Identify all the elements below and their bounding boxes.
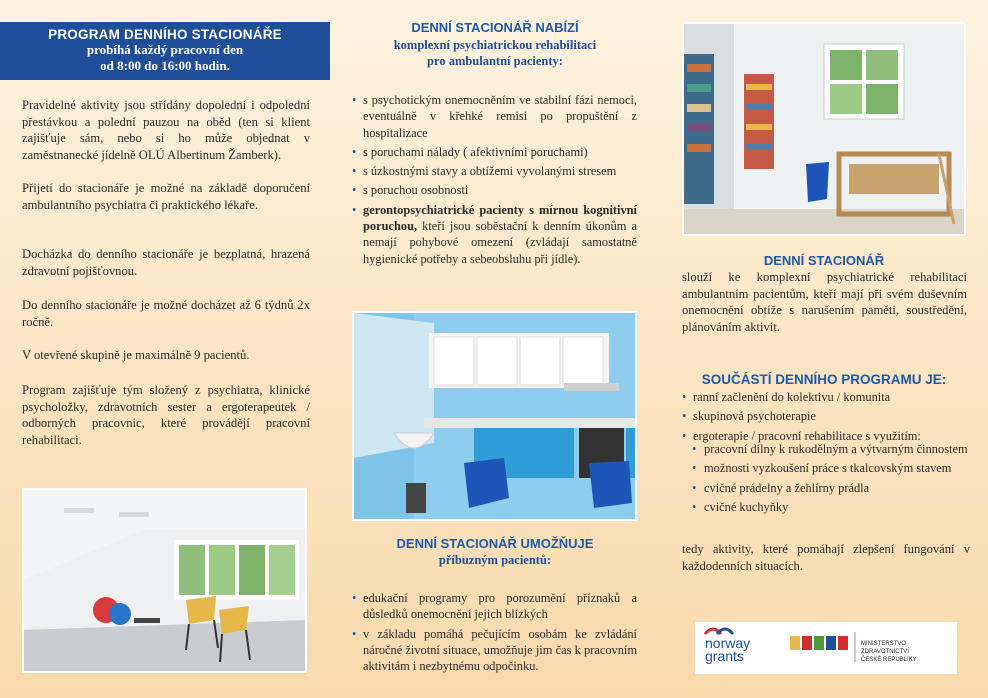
program-list — [682, 389, 972, 447]
left-column — [0, 0, 330, 698]
paragraph-activities: Pravidelné aktivity jsou střídány dopolední i odpolední přestávkou a polední pauzou na oběd (ten si klient zajišťuje sám, nebo si ho může objednat v zaměstnanecké jídelně OLÚ Albertinum Žamberk). — [22, 98, 310, 162]
list-item: • pracovní dílny k rukodělným a výtvarným činnostem — [682, 441, 972, 457]
list-item: • cvičné prádelny a žehlírny prádla — [682, 480, 972, 496]
list-item: • skupinová psychoterapie — [682, 408, 972, 424]
sponsor-logos — [695, 622, 957, 674]
enables-heading: DENNÍ STACIONÁŘ UMOŽŇUJE — [396, 536, 594, 551]
norway-logo-line2: grants — [705, 648, 744, 664]
list-item: • možnosti vyzkoušení práce s tkalcovským stavem — [682, 460, 972, 476]
paragraph-team: Program zajišťuje tým složený z psychiatra, klinické psycholožky, zdravotních sester a ergoterapeutek / odborných pracovnic, které provádějí pracovní rehabilitaci. — [22, 383, 310, 447]
stacionar-heading: DENNÍ STACIONÁŘ — [763, 253, 885, 268]
list-item: • ranní začlenění do kolektivu / komunita — [682, 389, 972, 405]
offers-heading: DENNÍ STACIONÁŘ NABÍZÍ — [411, 20, 579, 35]
list-item: • s poruchou osobnosti — [352, 182, 637, 198]
gym-room-photo — [22, 488, 307, 673]
middle-column — [330, 0, 660, 698]
program-closing: tedy aktivity, které pomáhají zlepšení fungování v každodenních situacích. — [682, 542, 970, 573]
paragraph-free: Docházka do denního stacionáře je bezplatná, hrazená zdravotní pojišťovnou. — [22, 247, 310, 278]
weaving-room-photo — [682, 22, 966, 236]
list-item: • s úzkostnými stavy a obtížemi vyvolanými stresem — [352, 163, 637, 179]
banner-line-3: od 8:00 do 16:00 hodin. — [100, 58, 230, 73]
ministry-logo-line1: MINISTERSTVO ZDRAVOTNICTVÍ — [861, 641, 909, 655]
list-item-rest: kteří jsou soběstační k denním úkonům a nemají pohybové omezení (zvládají samostatně hygienické potřeby a sebeobsluhu při jídle). — [363, 219, 637, 266]
banner-line-2: probíhá každý pracovní den — [86, 42, 244, 57]
banner-title: PROGRAM DENNÍHO STACIONÁŘE — [48, 27, 282, 42]
list-item — [352, 202, 637, 267]
list-item-bold: gerontopsychiatrické pacienty s mírnou kognitivní poruchou, — [363, 202, 637, 234]
paragraph-group: V otevřené skupině je maximálně 9 pacientů. — [22, 348, 250, 362]
offers-list — [352, 92, 637, 270]
list-item: • edukační programy pro porozumění příznaků a důsledků onemocnění jejich blízkých — [352, 590, 637, 623]
ministry-logo-line2: ČESKÉ REPUBLIKY — [861, 657, 917, 663]
kitchen-photo — [352, 311, 637, 521]
offers-sub-1: komplexní psychiatrickou rehabilitaci — [393, 38, 597, 52]
paragraph-duration: Do denního stacionáře je možné docházet až 6 týdnů 2x ročně. — [22, 298, 310, 329]
enables-sub: příbuzným pacientů: — [438, 553, 552, 567]
list-item: • v základu pomáhá pečujícím osobám ke zvládání náročné životní situace, umožňuje jim čas k pracovním aktivitám i nezbytnému odpočinku. — [352, 626, 637, 675]
list-item: • cvičné kuchyňky — [682, 499, 972, 515]
norway-logo-line1: norway — [705, 635, 751, 651]
program-banner — [0, 22, 330, 80]
program-sublist — [682, 441, 972, 518]
program-heading: SOUČÁSTÍ DENNÍHO PROGRAMU JE: — [701, 372, 947, 387]
list-item: • s poruchami nálady ( afektivními poruchami) — [352, 144, 637, 160]
stacionar-text: slouží ke komplexní psychiatrické rehabilitaci ambulantním pacientům, kteří mají při svém duševním onemocnění obtíže s narušením paměti, soustředění, plánováním aktivit. — [682, 270, 967, 334]
list-item: • s psychotickým onemocněním ve stabilní fázi nemoci, eventuálně v křehké remisi po propuštění z hospitalizace — [352, 92, 637, 141]
paragraph-admission: Přijetí do stacionáře je možné na základě doporučení ambulantního psychiatra či praktického lékaře. — [22, 181, 310, 212]
right-column — [660, 0, 988, 698]
list-item: • ergoterapie / pracovní rehabilitace s využitím: — [682, 428, 972, 444]
enables-list — [352, 590, 637, 677]
offers-sub-2: pro ambulantní pacienty: — [427, 54, 563, 68]
